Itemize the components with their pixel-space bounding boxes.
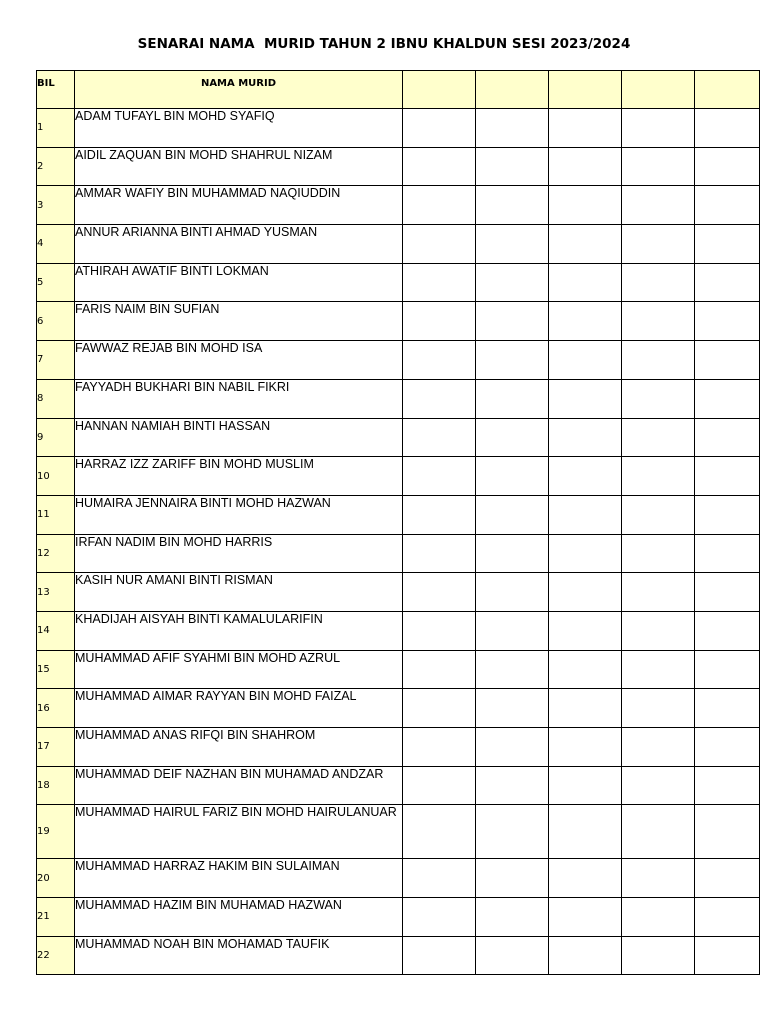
blank-cell [695, 109, 760, 148]
student-name: MUHAMMAD AIMAR RAYYAN BIN MOHD FAIZAL [75, 689, 403, 728]
blank-cell [622, 611, 695, 650]
blank-cell [403, 457, 476, 496]
blank-cell [695, 728, 760, 767]
blank-cell [622, 534, 695, 573]
blank-cell [695, 379, 760, 418]
blank-cell [549, 650, 622, 689]
blank-cell [695, 341, 760, 380]
row-number: 13 [37, 573, 75, 612]
blank-cell [403, 936, 476, 975]
blank-cell [549, 147, 622, 186]
student-name: FARIS NAIM BIN SUFIAN [75, 302, 403, 341]
student-list-table [36, 70, 760, 975]
student-name: MUHAMMAD HAZIM BIN MUHAMAD HAZWAN [75, 898, 403, 937]
table-row [37, 805, 760, 859]
table-row [37, 766, 760, 805]
blank-cell [403, 766, 476, 805]
blank-cell [622, 341, 695, 380]
blank-cell [695, 689, 760, 728]
blank-cell [476, 728, 549, 767]
blank-cell [695, 495, 760, 534]
student-name: MUHAMMAD NOAH BIN MOHAMAD TAUFIK [75, 936, 403, 975]
blank-cell [476, 341, 549, 380]
blank-cell [403, 534, 476, 573]
table-row [37, 495, 760, 534]
blank-cell [695, 147, 760, 186]
blank-cell [695, 457, 760, 496]
blank-cell [403, 225, 476, 264]
blank-cell [403, 650, 476, 689]
student-name: MUHAMMAD AFIF SYAHMI BIN MOHD AZRUL [75, 650, 403, 689]
blank-cell [549, 573, 622, 612]
student-name: MUHAMMAD DEIF NAZHAN BIN MUHAMAD ANDZAR [75, 766, 403, 805]
table-row [37, 147, 760, 186]
student-name: MUHAMMAD HARRAZ HAKIM BIN SULAIMAN [75, 859, 403, 898]
row-number: 19 [37, 805, 75, 859]
page-title: SENARAI NAMA MURID TAHUN 2 IBNU KHALDUN SESI 2023/2024 [137, 36, 631, 52]
row-number: 16 [37, 689, 75, 728]
blank-cell [695, 859, 760, 898]
blank-cell [549, 457, 622, 496]
blank-cell [622, 302, 695, 341]
row-number: 2 [37, 147, 75, 186]
table-row [37, 936, 760, 975]
blank-cell [403, 728, 476, 767]
blank-cell [476, 936, 549, 975]
blank-cell [622, 379, 695, 418]
blank-cell [549, 859, 622, 898]
table-row [37, 573, 760, 612]
blank-cell [403, 859, 476, 898]
blank-cell [403, 263, 476, 302]
blank-cell [695, 766, 760, 805]
blank-cell [549, 936, 622, 975]
blank-cell [622, 689, 695, 728]
student-name: MUHAMMAD ANAS RIFQI BIN SHAHROM [75, 728, 403, 767]
blank-cell [622, 573, 695, 612]
blank-cell [622, 457, 695, 496]
row-number: 9 [37, 418, 75, 457]
blank-cell [403, 805, 476, 859]
blank-cell [476, 859, 549, 898]
blank-cell [403, 573, 476, 612]
blank-cell [476, 534, 549, 573]
row-number: 11 [37, 495, 75, 534]
blank-cell [549, 534, 622, 573]
blank-cell [695, 263, 760, 302]
student-name: HANNAN NAMIAH BINTI HASSAN [75, 418, 403, 457]
table-row [37, 650, 760, 689]
blank-cell [476, 898, 549, 937]
blank-cell [695, 650, 760, 689]
blank-cell [695, 936, 760, 975]
row-number: 22 [37, 936, 75, 975]
row-number: 6 [37, 302, 75, 341]
blank-cell [549, 341, 622, 380]
blank-cell [403, 147, 476, 186]
student-name: IRFAN NADIM BIN MOHD HARRIS [75, 534, 403, 573]
blank-cell [695, 573, 760, 612]
student-name: ATHIRAH AWATIF BINTI LOKMAN [75, 263, 403, 302]
blank-cell [695, 302, 760, 341]
blank-cell [549, 109, 622, 148]
blank-cell [695, 805, 760, 859]
blank-cell [549, 805, 622, 859]
blank-cell [476, 611, 549, 650]
table-row [37, 379, 760, 418]
blank-cell [695, 418, 760, 457]
blank-cell [403, 689, 476, 728]
blank-cell [622, 186, 695, 225]
table-row [37, 225, 760, 264]
blank-cell [622, 728, 695, 767]
row-number: 8 [37, 379, 75, 418]
blank-cell [622, 898, 695, 937]
table-row [37, 186, 760, 225]
blank-cell [549, 495, 622, 534]
header-blank-column [695, 71, 760, 109]
row-number: 5 [37, 263, 75, 302]
blank-cell [622, 495, 695, 534]
blank-cell [403, 302, 476, 341]
row-number: 15 [37, 650, 75, 689]
blank-cell [549, 766, 622, 805]
blank-cell [622, 225, 695, 264]
blank-cell [476, 109, 549, 148]
header-blank-column [549, 71, 622, 109]
row-number: 18 [37, 766, 75, 805]
blank-cell [549, 186, 622, 225]
blank-cell [403, 418, 476, 457]
row-number: 21 [37, 898, 75, 937]
blank-cell [403, 341, 476, 380]
blank-cell [476, 302, 549, 341]
student-name: HUMAIRA JENNAIRA BINTI MOHD HAZWAN [75, 495, 403, 534]
header-nama-murid: NAMA MURID [75, 71, 403, 109]
blank-cell [403, 379, 476, 418]
blank-cell [695, 611, 760, 650]
blank-cell [695, 534, 760, 573]
blank-cell [622, 859, 695, 898]
blank-cell [549, 379, 622, 418]
student-name: KASIH NUR AMANI BINTI RISMAN [75, 573, 403, 612]
header-blank-column [403, 71, 476, 109]
student-name: ANNUR ARIANNA BINTI AHMAD YUSMAN [75, 225, 403, 264]
blank-cell [476, 418, 549, 457]
student-name: FAYYADH BUKHARI BIN NABIL FIKRI [75, 379, 403, 418]
table-row [37, 418, 760, 457]
table-row [37, 302, 760, 341]
table-row [37, 263, 760, 302]
blank-cell [476, 263, 549, 302]
blank-cell [476, 766, 549, 805]
row-number: 12 [37, 534, 75, 573]
blank-cell [476, 147, 549, 186]
blank-cell [549, 418, 622, 457]
blank-cell [549, 898, 622, 937]
student-name: AIDIL ZAQUAN BIN MOHD SHAHRUL NIZAM [75, 147, 403, 186]
table-row [37, 611, 760, 650]
blank-cell [476, 650, 549, 689]
row-number: 7 [37, 341, 75, 380]
student-name: FAWWAZ REJAB BIN MOHD ISA [75, 341, 403, 380]
blank-cell [695, 225, 760, 264]
blank-cell [622, 805, 695, 859]
blank-cell [622, 766, 695, 805]
blank-cell [549, 225, 622, 264]
row-number: 1 [37, 109, 75, 148]
blank-cell [403, 898, 476, 937]
row-number: 17 [37, 728, 75, 767]
blank-cell [695, 898, 760, 937]
row-number: 4 [37, 225, 75, 264]
student-name: ADAM TUFAYL BIN MOHD SYAFIQ [75, 109, 403, 148]
blank-cell [403, 109, 476, 148]
blank-cell [476, 457, 549, 496]
row-number: 20 [37, 859, 75, 898]
blank-cell [549, 689, 622, 728]
student-name: MUHAMMAD HAIRUL FARIZ BIN MOHD HAIRULANUAR [75, 805, 403, 859]
blank-cell [476, 379, 549, 418]
blank-cell [622, 109, 695, 148]
blank-cell [622, 936, 695, 975]
blank-cell [622, 263, 695, 302]
table-row [37, 534, 760, 573]
table-row [37, 457, 760, 496]
blank-cell [549, 263, 622, 302]
blank-cell [403, 186, 476, 225]
blank-cell [549, 302, 622, 341]
blank-cell [622, 650, 695, 689]
header-blank-column [476, 71, 549, 109]
blank-cell [476, 225, 549, 264]
table-header-row [37, 71, 760, 109]
table-row [37, 728, 760, 767]
blank-cell [403, 611, 476, 650]
blank-cell [549, 728, 622, 767]
blank-cell [476, 186, 549, 225]
blank-cell [695, 186, 760, 225]
table-row [37, 689, 760, 728]
blank-cell [476, 573, 549, 612]
header-blank-column [622, 71, 695, 109]
blank-cell [622, 418, 695, 457]
header-bil: BIL [37, 71, 75, 109]
blank-cell [622, 147, 695, 186]
student-name: KHADIJAH AISYAH BINTI KAMALULARIFIN [75, 611, 403, 650]
table-row [37, 898, 760, 937]
row-number: 10 [37, 457, 75, 496]
row-number: 3 [37, 186, 75, 225]
table-row [37, 341, 760, 380]
blank-cell [403, 495, 476, 534]
blank-cell [549, 611, 622, 650]
student-name: HARRAZ IZZ ZARIFF BIN MOHD MUSLIM [75, 457, 403, 496]
blank-cell [476, 805, 549, 859]
blank-cell [476, 689, 549, 728]
table-row [37, 109, 760, 148]
blank-cell [476, 495, 549, 534]
table-row [37, 859, 760, 898]
table-body [37, 109, 760, 975]
row-number: 14 [37, 611, 75, 650]
student-name: AMMAR WAFIY BIN MUHAMMAD NAQIUDDIN [75, 186, 403, 225]
